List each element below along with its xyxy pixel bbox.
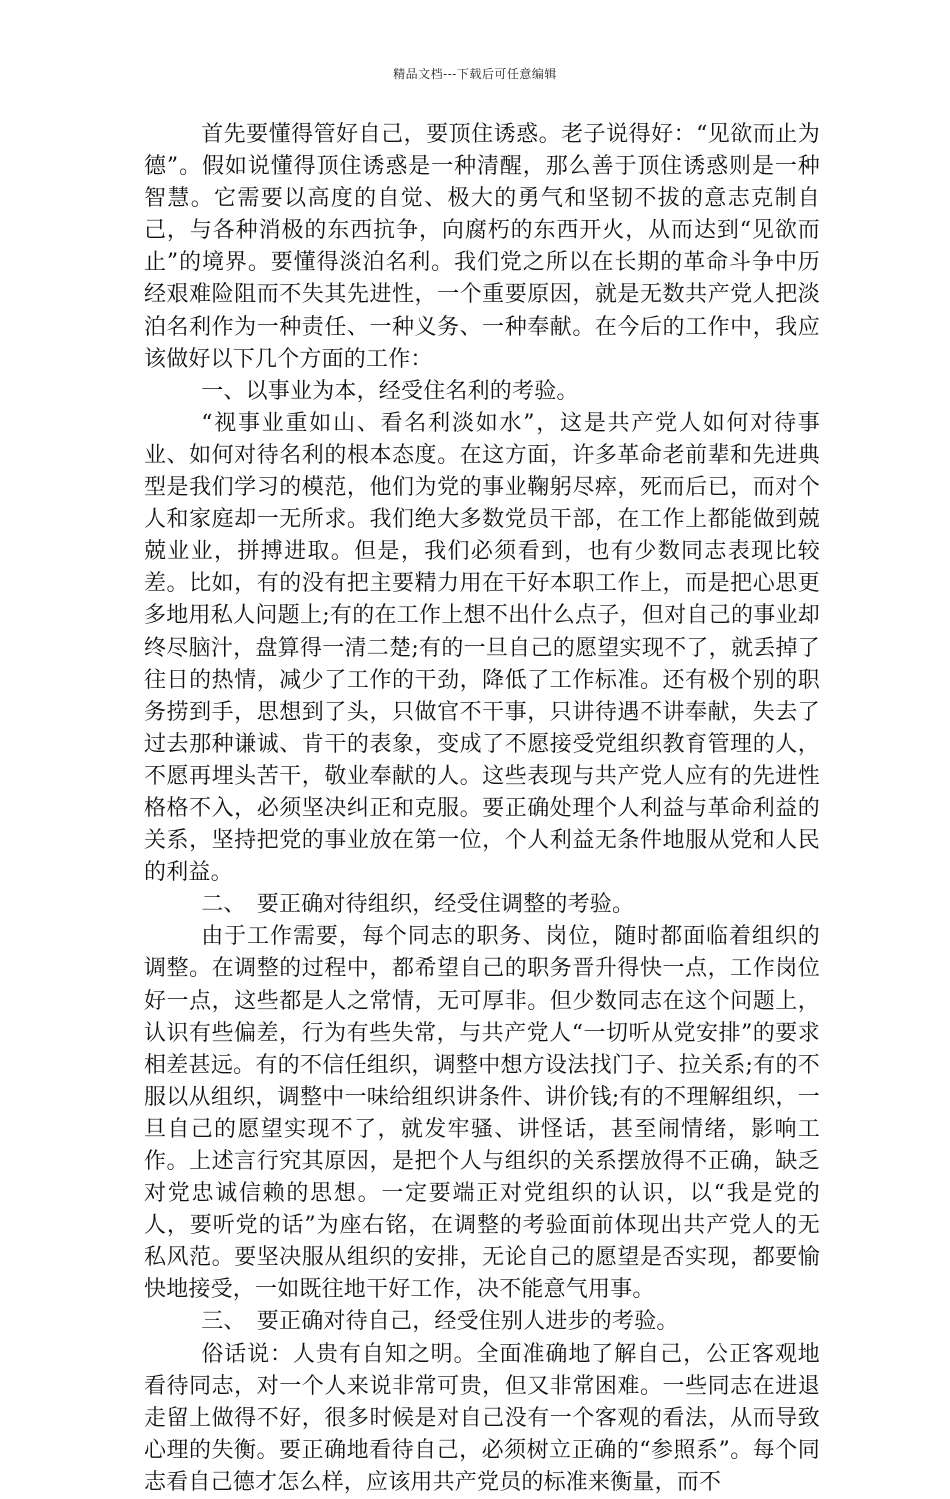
paragraph-section-1: “视事业重如山、看名利淡如水”，这是共产党人如何对待事业、如何对待名利的根本态度。在这方面，许多革命老前辈和先进典型是我们学习的模范，他们为党的事业鞠躬尽瘁，死而后已，而对个人和家庭却一无所求。我们绝大多数党员干部，在工作上都能做到兢兢业业，拼搏进取。但是，我们必须看到，也有少数同志表现比较差。比如，有的没有把主要精力用在干好本职工作上，而是把心思更多地用私人问题上;有的在工作上想不出什么点子，但对自己的事业却终尽脑汁，盘算得一清二楚;有的一旦自己的愿望实现不了，就丢掉了往日的热情，减少了工作的干劲，降低了工作标准。还有极个别的职务捞到手，思想到了头，只做官不干事，只讲待遇不讲奉献，失去了过去那种谦诚、肯干的表象，变成了不愿接受党组织教育管理的人，不愿再埋头苦干，敬业奉献的人。这些表现与共产党人应有的先进性格格不入，必须坚决纠正和克服。要正确处理个人利益与革命利益的关系，坚持把党的事业放在第一位，个人利益无条件地服从党和人民的利益。 [144, 410, 820, 886]
section-heading-2: 二、 要正确对待组织，经受住调整的考验。 [201, 892, 635, 918]
paragraph-section-3: 俗话说：人贵有自知之明。全面准确地了解自己，公正客观地看待同志，对一个人来说非常可贵，但又非常困难。一些同志在进退走留上做得不好，很多时候是对自己没有一个客观的看法，从而导致心理的失衡。要正确地看待自己，必须树立正确的“参照系”。每个同志看自己德才怎么样，应该用共产党员的标准来衡量，而不 [144, 1341, 820, 1495]
section-heading-1: 一、以事业为本，经受住名利的考验。 [201, 378, 579, 404]
section-heading-3: 三、 要正确对待自己，经受住别人进步的考验。 [201, 1309, 679, 1335]
document-body [144, 119, 820, 1499]
paragraph-intro: 首先要懂得管好自己，要顶住诱惑。老子说得好：“见欲而止为德”。假如说懂得顶住诱惑是一种清醒，那么善于顶住诱惑则是一种智慧。它需要以高度的自觉、极大的勇气和坚韧不拔的意志克制自己，与各种消极的东西抗争，向腐朽的东西开火，从而达到“见欲而止”的境界。要懂得淡泊名利。我们党之所以在长期的革命斗争中历经艰难险阻而不失其先进性，一个重要原因，就是无数共产党人把淡泊名利作为一种责任、一种义务、一种奉献。在今后的工作中，我应该做好以下几个方面的工作： [144, 122, 820, 372]
header-note: 精品文档---下载后可任意编辑 [393, 67, 557, 81]
paragraph-section-2: 由于工作需要，每个同志的职务、岗位，随时都面临着组织的调整。在调整的过程中，都希望自己的职务晋升得快一点，工作岗位好一点，这些都是人之常情，无可厚非。但少数同志在这个问题上，认识有些偏差，行为有些失常，与共产党人“一切听从党安排”的要求相差甚远。有的不信任组织，调整中想方设法找门子、拉关系;有的不服以从组织，调整中一味给组织讲条件、讲价钱;有的不理解组织，一旦自己的愿望实现不了，就发牢骚、讲怪话，甚至闹情绪，影响工作。上述言行究其原因，是把个人与组织的关系摆放得不正确，缺乏对党忠诚信赖的思想。一定要端正对党组织的认识，以“我是党的人，要听党的话”为座右铭，在调整的考验面前体现出共产党人的无私风范。要坚决服从组织的安排，无论自己的愿望是否实现，都要愉快地接受，一如既往地干好工作，决不能意气用事。 [144, 924, 820, 1303]
